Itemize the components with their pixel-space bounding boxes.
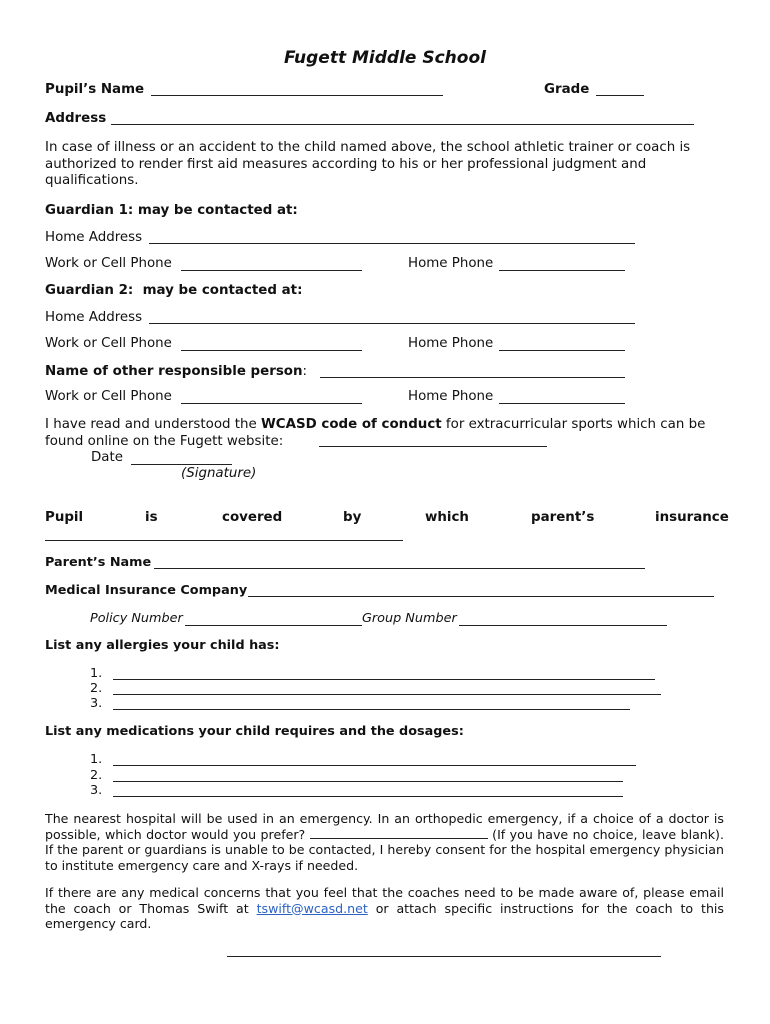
other-person-row bbox=[45, 364, 307, 380]
allergies-heading: List any allergies your child has: bbox=[45, 638, 280, 653]
grade-field[interactable] bbox=[596, 95, 644, 96]
grade-label: Grade bbox=[544, 82, 590, 97]
medication-number-2: 2. bbox=[90, 768, 103, 783]
guardian2-work-cell-field[interactable] bbox=[181, 350, 362, 351]
guardian2-home-address-field[interactable] bbox=[149, 323, 635, 324]
signature-field[interactable] bbox=[319, 446, 547, 447]
guardian1-home-phone-label: Home Phone bbox=[408, 256, 494, 271]
concerns-post: or attach specific instructions for the coach to this emergency card. bbox=[45, 900, 724, 931]
guardian1-home-address-field[interactable] bbox=[149, 243, 635, 244]
other-work-cell-label: Work or Cell Phone bbox=[45, 389, 172, 404]
concerns-paragraph bbox=[45, 885, 724, 932]
pupil-covered-word-6: parent’s bbox=[531, 510, 595, 525]
conduct-bold: WCASD code of conduct bbox=[261, 417, 442, 432]
group-number-label: Group Number bbox=[362, 611, 457, 626]
medication-number-3: 3. bbox=[90, 783, 103, 798]
allergy-field-3[interactable] bbox=[113, 709, 630, 710]
policy-number-label: Policy Number bbox=[90, 611, 183, 626]
guardian2-home-phone-field[interactable] bbox=[499, 350, 625, 351]
guardian2-home-address-label: Home Address bbox=[45, 310, 143, 325]
hospital-text-3: If the parent or guardians is unable to be contacted, I hereby consent for the hospital emergency physician to institute emergency care and X-rays if needed. bbox=[45, 842, 724, 873]
other-home-phone-label: Home Phone bbox=[408, 389, 494, 404]
pupil-name-label: Pupil’s Name bbox=[45, 82, 145, 97]
insurance-company-field[interactable] bbox=[248, 596, 714, 597]
medication-field-1[interactable] bbox=[113, 765, 636, 766]
allergy-field-2[interactable] bbox=[113, 694, 661, 695]
guardian1-heading: Guardian 1: may be contacted at: bbox=[45, 203, 298, 218]
other-person-name-field[interactable] bbox=[320, 377, 625, 378]
allergy-number-2: 2. bbox=[90, 681, 103, 696]
conduct-post: for extracurricular sports which can be found online on the Fugett website: bbox=[45, 417, 706, 449]
pupil-covered-word-5: which bbox=[425, 510, 469, 525]
policy-number-field[interactable] bbox=[185, 625, 362, 626]
hospital-text-2: (If you have no choice, leave blank). bbox=[492, 826, 724, 842]
allergy-field-1[interactable] bbox=[113, 679, 655, 680]
date-label: Date bbox=[91, 450, 124, 465]
hospital-paragraph bbox=[45, 811, 724, 873]
medication-field-2[interactable] bbox=[113, 781, 623, 782]
other-home-phone-field[interactable] bbox=[499, 403, 625, 404]
pupil-covered-word-7: insurance bbox=[655, 510, 729, 525]
insurance-company-label: Medical Insurance Company bbox=[45, 583, 248, 598]
consent-intro: In case of illness or an accident to the child named above, the school athletic trainer or coach is authorized to render first aid measures according to his or her professional judgment and qualifications. bbox=[45, 140, 691, 188]
concerns-pre: If there are any medical concerns that you feel that the coaches need to be made aware of, please email the coach or Thomas Swift at bbox=[45, 885, 724, 916]
pupil-covered-word-4: by bbox=[343, 510, 362, 525]
coach-email-link[interactable]: tswift@wcasd.net bbox=[256, 900, 368, 916]
medication-field-3[interactable] bbox=[113, 796, 623, 797]
pupil-covered-word-3: covered bbox=[222, 510, 283, 525]
guardian2-heading: Guardian 2: may be contacted at: bbox=[45, 283, 303, 298]
pupil-covered-word-1: Pupil bbox=[45, 510, 84, 525]
medication-number-1: 1. bbox=[90, 752, 103, 767]
guardian2-work-cell-label: Work or Cell Phone bbox=[45, 336, 172, 351]
preferred-doctor-field[interactable] bbox=[310, 827, 488, 839]
other-person-colon: : bbox=[302, 364, 308, 379]
hospital-text-1: The nearest hospital will be used in an emergency. In an orthopedic emergency, if a choice of a doctor is possible, which doctor would you prefer? bbox=[45, 811, 724, 842]
address-field[interactable] bbox=[111, 124, 694, 125]
parent-name-label: Parent’s Name bbox=[45, 555, 152, 570]
conduct-pre: I have read and understood the bbox=[45, 417, 261, 432]
allergy-number-3: 3. bbox=[90, 696, 103, 711]
allergy-number-1: 1. bbox=[90, 666, 103, 681]
guardian1-home-phone-field[interactable] bbox=[499, 270, 625, 271]
guardian1-work-cell-label: Work or Cell Phone bbox=[45, 256, 172, 271]
group-number-field[interactable] bbox=[459, 625, 667, 626]
guardian2-home-phone-label: Home Phone bbox=[408, 336, 494, 351]
bottom-signature-line[interactable] bbox=[227, 956, 661, 957]
signature-caption: (Signature) bbox=[181, 466, 257, 481]
guardian1-work-cell-field[interactable] bbox=[181, 270, 362, 271]
insurance-parent-field[interactable] bbox=[45, 540, 403, 541]
page-title: Fugett Middle School bbox=[284, 48, 486, 68]
date-field[interactable] bbox=[131, 464, 232, 465]
other-person-heading: Name of other responsible person bbox=[45, 364, 303, 379]
parent-name-field[interactable] bbox=[154, 568, 645, 569]
other-work-cell-field[interactable] bbox=[181, 403, 362, 404]
medications-heading: List any medications your child requires and the dosages: bbox=[45, 724, 464, 739]
address-label: Address bbox=[45, 111, 107, 126]
pupil-name-field[interactable] bbox=[151, 95, 443, 96]
guardian1-home-address-label: Home Address bbox=[45, 230, 143, 245]
pupil-covered-word-2: is bbox=[145, 510, 158, 525]
